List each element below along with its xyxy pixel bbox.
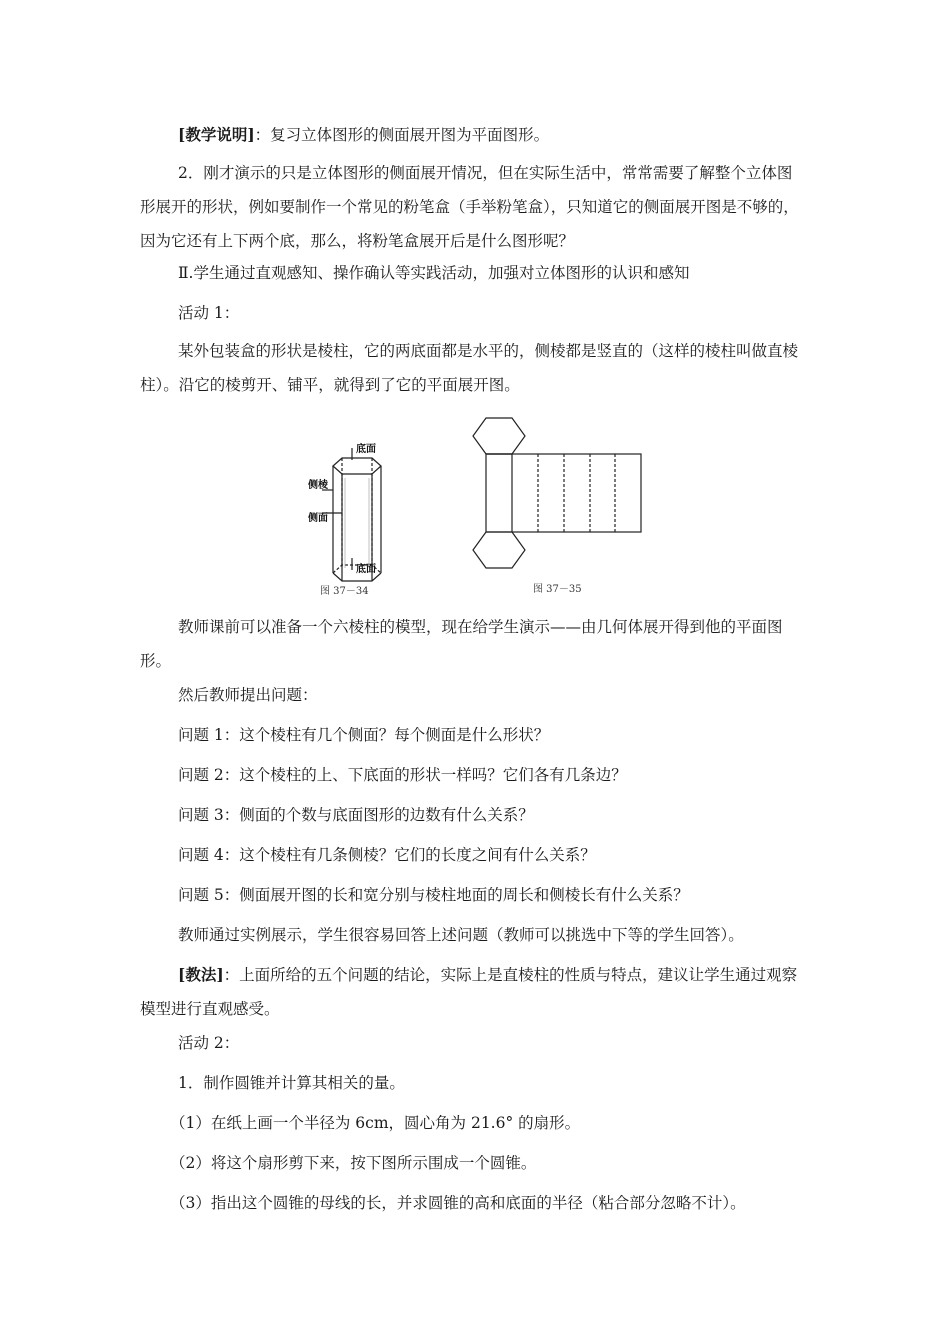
section-heading-2: Ⅱ.学生通过直观感知、操作确认等实践活动，加强对立体图形的认识和感知 <box>178 264 690 282</box>
prism-figure <box>300 408 660 603</box>
caption-fig-37-35: 图 37－35 <box>533 584 582 595</box>
label-top-base: 底面 <box>356 444 376 455</box>
caption-fig-37-34: 图 37－34 <box>320 586 369 597</box>
paragraph-teacher-example: 教师通过实例展示，学生很容易回答上述问题（教师可以挑选中下等的学生回答）。 <box>178 926 744 944</box>
label-side-edge: 侧棱 <box>308 480 328 491</box>
question-2: 问题 2：这个棱柱的上、下底面的形状一样吗？它们各有几条边？ <box>178 766 627 784</box>
cone-step-1: （1）在纸上画一个半径为 6cm，圆心角为 21.6° 的扇形。 <box>170 1114 581 1132</box>
teaching-note-1 <box>178 118 838 152</box>
label-side-face: 侧面 <box>308 513 328 524</box>
teaching-note-text: ：复习立体图形的侧面展开图为平面图形。 <box>254 126 550 144</box>
teaching-method-label: [教法] <box>178 965 224 984</box>
activity-2-heading: 活动 2： <box>178 1034 240 1052</box>
paragraph-prism-desc: 某外包装盒的形状是棱柱，它的两底面都是水平的，侧棱都是竖直的（这样的棱柱叫做直棱柱）。沿它的棱剪开、铺平，就得到了它的平面展开图。 <box>140 342 799 394</box>
question-1: 问题 1：这个棱柱有几个侧面？每个侧面是什么形状？ <box>178 726 550 744</box>
hexagonal-prism-drawing <box>322 448 381 581</box>
prism-net-drawing <box>473 418 641 568</box>
question-4: 问题 4：这个棱柱有几条侧棱？它们的长度之间有什么关系？ <box>178 846 596 864</box>
prism-figure-svg <box>300 408 660 603</box>
question-3: 问题 3：侧面的个数与底面图形的边数有什么关系？ <box>178 806 534 824</box>
activity-1-heading: 活动 1： <box>178 304 240 322</box>
cone-step-2: （2）将这个扇形剪下来，按下图所示围成一个圆锥。 <box>170 1154 537 1172</box>
teaching-method-text: ：上面所给的五个问题的结论，实际上是直棱柱的性质与特点，建议让学生通过观察模型进行直观感受。 <box>140 966 798 1018</box>
paragraph-teacher-demo: 教师课前可以准备一个六棱柱的模型，现在给学生演示——由几何体展开得到他的平面图形。 <box>140 618 783 670</box>
cone-step-3: （3）指出这个圆锥的母线的长，并求圆锥的高和底面的半径（粘合部分忽略不计）。 <box>170 1194 746 1212</box>
label-bottom-base: 底面 <box>356 564 376 575</box>
question-5: 问题 5：侧面展开图的长和宽分别与棱柱地面的周长和侧棱长有什么关系？ <box>178 886 689 904</box>
paragraph-questions-intro: 然后教师提出问题： <box>178 686 318 704</box>
paragraph-2: 2．刚才演示的只是立体图形的侧面展开情况，但在实际生活中，常常需要了解整个立体图形展开的形状，例如要制作一个常见的粉笔盒（手举粉笔盒），只知道它的侧面展开图是不够的，因为它还有上下两个底，那么，将粉笔盒展开后是什么图形呢？ <box>140 164 799 250</box>
teaching-note-label: [教学说明] <box>178 125 255 144</box>
paragraph-cone-task: 1．制作圆锥并计算其相关的量。 <box>178 1074 405 1092</box>
teaching-method-note <box>140 958 800 1026</box>
